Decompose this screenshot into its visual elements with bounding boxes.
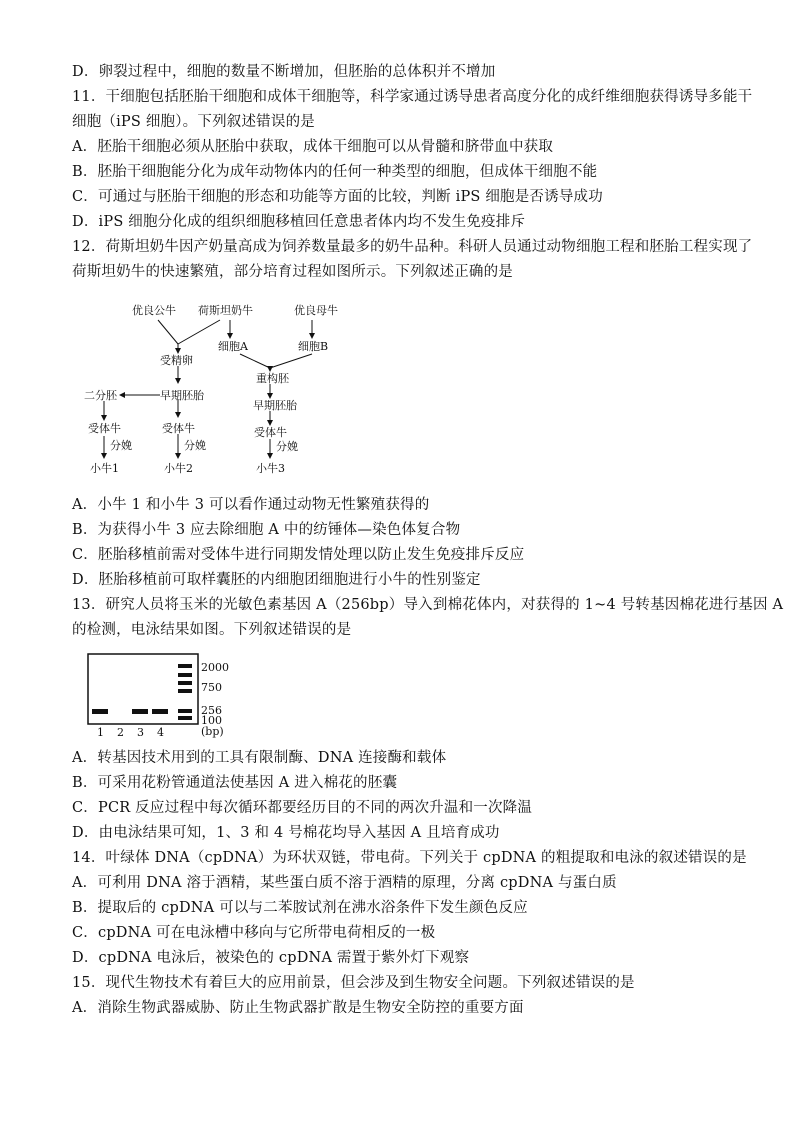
q13-stem: 13．研究人员将玉米的光敏色素基因 A（256bp）导入到棉花体内，对获得的 1~4 号转基因棉花进行基因 A xyxy=(72,597,784,613)
marker-label-750: 750 xyxy=(201,681,222,694)
q11-stem: 11．干细胞包括胚胎干细胞和成体干细胞等，科学家通过诱导患者高度分化的成纤维细胞获得诱导多能干 xyxy=(72,89,753,105)
label-cell-a: 细胞A xyxy=(218,340,248,353)
sample-band-lane-1 xyxy=(92,709,108,714)
label-early-embryo-1: 早期胚胎 xyxy=(160,389,204,402)
label-good-bull: 优良公牛 xyxy=(132,304,176,317)
label-recipient-1: 受体牛 xyxy=(88,422,121,435)
label-good-cow: 优良母牛 xyxy=(294,304,338,317)
lane-label-2: 2 xyxy=(117,726,124,738)
ladder-band xyxy=(178,681,192,685)
label-delivery-3: 分娩 xyxy=(276,440,298,453)
label-delivery-2: 分娩 xyxy=(184,439,206,452)
label-delivery-1: 分娩 xyxy=(110,439,132,452)
ladder-band xyxy=(178,689,192,693)
marker-label-100: 100 xyxy=(201,714,222,727)
q12-option-a: A．小牛 1 和小牛 3 可以看作通过动物无性繁殖获得的 xyxy=(72,497,430,513)
label-recipient-3: 受体牛 xyxy=(254,426,287,439)
marker-label-256: 256 xyxy=(201,704,222,717)
label-holstein: 荷斯坦奶牛 xyxy=(198,304,253,317)
lane-label-4: 4 xyxy=(157,726,164,738)
q12-stem: 12．荷斯坦奶牛因产奶量高成为饲养数量最多的奶牛品种。科研人员通过动物细胞工程和胚胎工程实现了 xyxy=(72,239,753,255)
q14-stem: 14．叶绿体 DNA（cpDNA）为环状双链，带电荷。下列关于 cpDNA 的粗提取和电泳的叙述错误的是 xyxy=(72,850,747,866)
sample-band-lane-3 xyxy=(132,709,148,714)
label-early-embryo-2: 早期胚胎 xyxy=(253,399,297,412)
label-recipient-2: 受体牛 xyxy=(162,422,195,435)
q13-option-d: D．由电泳结果可知，1、3 和 4 号棉花均导入基因 A 且培育成功 xyxy=(72,825,500,841)
lane-label-3: 3 xyxy=(137,726,144,738)
q12-option-c: C．胚胎移植前需对受体牛进行同期发情处理以防止发生免疫排斥反应 xyxy=(72,547,525,563)
label-cell-b: 细胞B xyxy=(298,340,329,353)
label-calf-3: 小牛3 xyxy=(256,462,285,475)
electrophoresis-gel xyxy=(84,652,244,738)
q13-option-c: C．PCR 反应过程中每次循环都要经历目的不同的两次升温和一次降温 xyxy=(72,800,533,816)
ladder-band xyxy=(178,673,192,677)
q11-option-b: B．胚胎干细胞能分化为成年动物体内的任何一种类型的细胞，但成体干细胞不能 xyxy=(72,164,598,180)
q12-stem-cont: 荷斯坦奶牛的快速繁殖，部分培育过程如图所示。下列叙述正确的是 xyxy=(72,264,513,280)
q10-option-d: D．卵裂过程中，细胞的数量不断增加，但胚胎的总体积并不增加 xyxy=(72,64,496,80)
q14-option-c: C．cpDNA 可在电泳槽中移向与它所带电荷相反的一极 xyxy=(72,925,436,941)
q13-option-a: A．转基因技术用到的工具有限制酶、DNA 连接酶和载体 xyxy=(72,750,447,766)
sample-band-lane-4 xyxy=(152,709,168,714)
q15-option-a: A．消除生物武器威胁、防止生物武器扩散是生物安全防控的重要方面 xyxy=(72,1000,524,1016)
label-calf-1: 小牛1 xyxy=(90,462,119,475)
q11-option-c: C．可通过与胚胎干细胞的形态和功能等方面的比较，判断 iPS 细胞是否诱导成功 xyxy=(72,189,603,205)
label-reconstructed-embryo: 重构胚 xyxy=(256,372,289,385)
ladder-band xyxy=(178,709,192,713)
lane-label-1: 1 xyxy=(97,726,104,738)
q11-stem-cont: 细胞（iPS 细胞）。下列叙述错误的是 xyxy=(72,114,315,130)
q11-option-d: D．iPS 细胞分化成的组织细胞移植回任意患者体内均不发生免疫排斥 xyxy=(72,214,526,230)
marker-label-2000: 2000 xyxy=(201,661,229,674)
label-fertilized-egg: 受精卵 xyxy=(160,354,193,367)
q12-option-b: B．为获得小牛 3 应去除细胞 A 中的纺锤体—染色体复合物 xyxy=(72,522,461,538)
breeding-diagram xyxy=(80,298,380,478)
q13-option-b: B．可采用花粉管通道法使基因 A 进入棉花的胚囊 xyxy=(72,775,398,791)
q11-option-a: A．胚胎干细胞必须从胚胎中获取，成体干细胞可以从骨髓和脐带血中获取 xyxy=(72,139,554,155)
ladder-band xyxy=(178,664,192,668)
q14-option-d: D．cpDNA 电泳后，被染色的 cpDNA 需置于紫外灯下观察 xyxy=(72,950,470,966)
q15-stem: 15．现代生物技术有着巨大的应用前景，但会涉及到生物安全问题。下列叙述错误的是 xyxy=(72,975,635,991)
q13-stem-cont: 的检测，电泳结果如图。下列叙述错误的是 xyxy=(72,622,352,638)
unit-label: (bp) xyxy=(201,725,224,738)
q12-option-d: D．胚胎移植前可取样囊胚的内细胞团细胞进行小牛的性别鉴定 xyxy=(72,572,481,588)
q14-option-b: B．提取后的 cpDNA 可以与二苯胺试剂在沸水浴条件下发生颜色反应 xyxy=(72,900,528,916)
label-two-cell-embryo: 二分胚 xyxy=(84,389,117,402)
ladder-band xyxy=(178,716,192,720)
q14-option-a: A．可利用 DNA 溶于酒精，某些蛋白质不溶于酒精的原理，分离 cpDNA 与蛋白质 xyxy=(72,875,617,891)
label-calf-2: 小牛2 xyxy=(164,462,193,475)
